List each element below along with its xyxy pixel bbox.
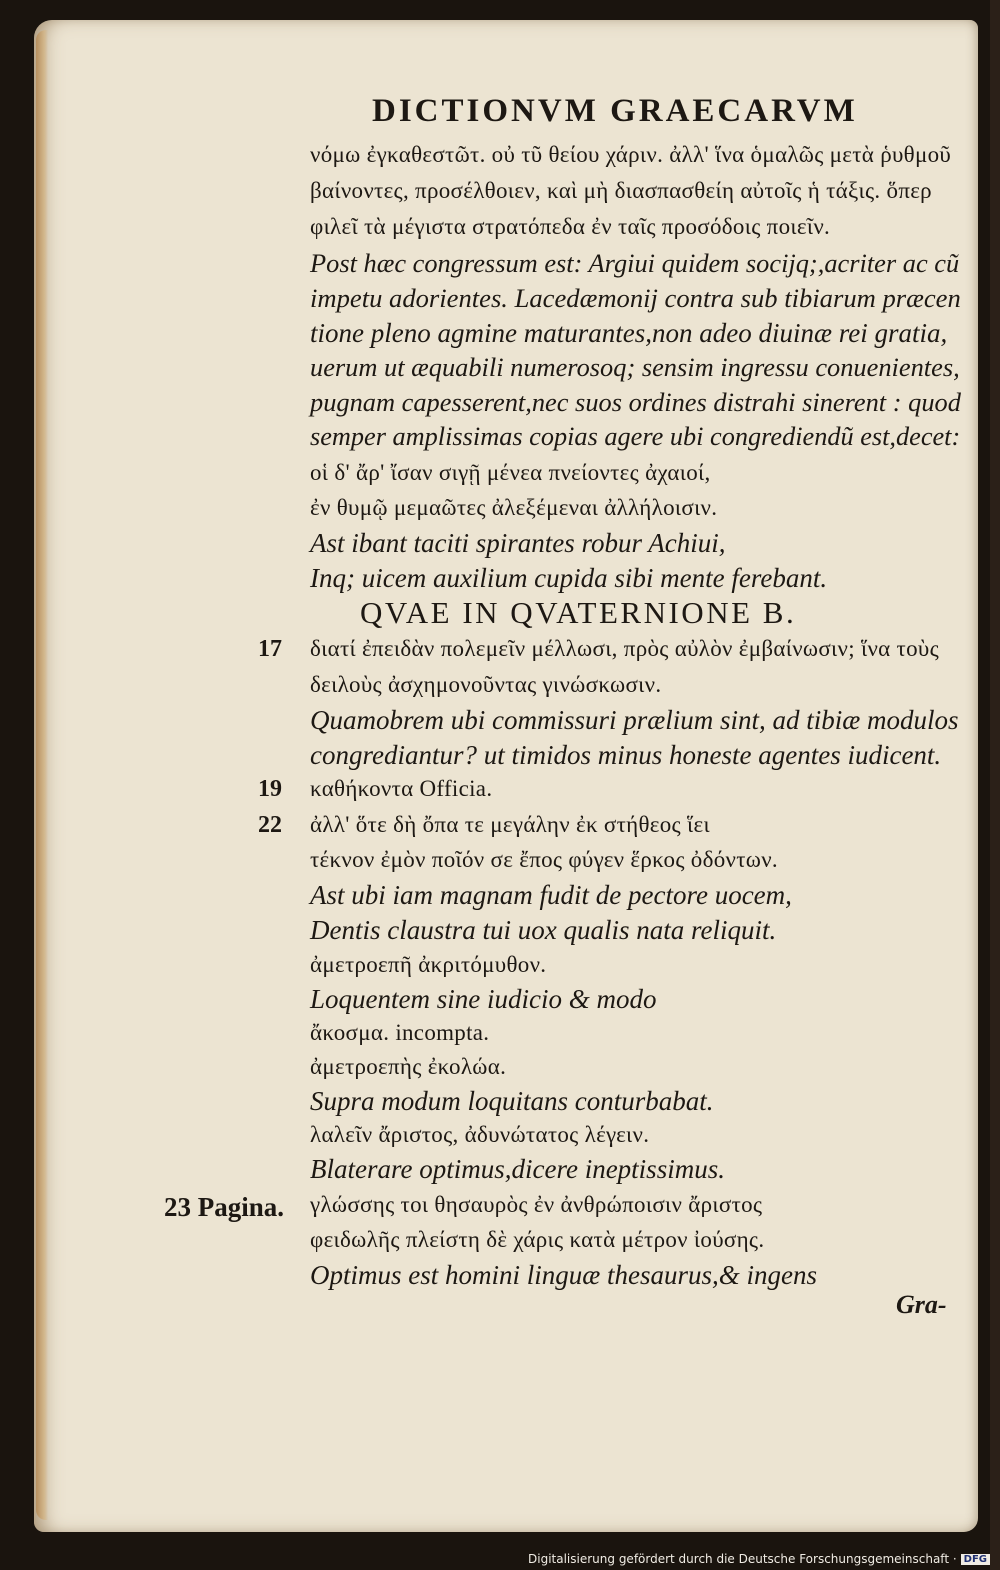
text-line: φιλεῖ τὰ μέγιστα στρατόπεδα ἐν ταῖς προσόδοις ποιεῖν. xyxy=(310,214,831,239)
margin-number: 17 xyxy=(258,636,282,662)
text-line: ἀλλ' ὅτε δὴ ὄπα τε μεγάλην ἐκ στήθεος ἵει xyxy=(310,812,710,837)
text-line: γλώσσης τοι θησαυρὸς ἐν ἀνθρώποισιν ἄριστος xyxy=(310,1192,763,1217)
margin-number: 19 xyxy=(258,776,282,802)
text-line: ἄκοσμα. incompta. xyxy=(310,1020,490,1045)
text-line: βαίνοντες, προσέλθοιεν, καὶ μὴ διασπασθείη αὐτοῖς ἡ τάξις. ὅπερ xyxy=(310,178,932,203)
book-page xyxy=(34,20,978,1532)
text-line: semper amplissimas copias agere ubi congrediendũ est,decet: xyxy=(310,422,961,451)
text-line: congrediantur? ut timidos minus honeste agentes iudicent. xyxy=(310,740,942,770)
text-line: pugnam capesserent,nec suos ordines distrahi sinerent : quod xyxy=(310,387,961,417)
text-line: ἀμετροεπῆ ἀκριτόμυθον. xyxy=(310,952,547,977)
text-line: ἀμετροεπὴς ἐκολώα. xyxy=(310,1054,507,1079)
text-line: Ast ibant taciti spirantes robur Achiui, xyxy=(310,528,726,558)
text-line: Ast ubi iam magnam fudit de pectore uocem, xyxy=(310,880,792,910)
text-line: Dentis claustra tui uox qualis nata reliquit. xyxy=(310,915,777,945)
text-line: impetu adorientes. Lacedæmonij contra sub tibiarum præcen xyxy=(310,283,961,313)
text-line: νόμω ἐγκαθεστῶτ. οὐ τῦ θείου χάριν. ἀλλ' ἵνα ὁμαλῶς μετὰ ῥυθμοῦ xyxy=(310,142,952,167)
dfg-logo: DFG xyxy=(961,1554,990,1565)
text-line: QVAE IN QVATERNIONE B. xyxy=(360,595,797,630)
text-line: διατί ἐπειδὰν πολεμεῖν μέλλωσι, πρὸς αὐλὸν ἐμβαίνωσιν; ἵνα τοὺς xyxy=(310,636,939,661)
text-line: ἐν θυμῷ μεμαῶτες ἀλεξέμεναι ἀλλήλοισιν. xyxy=(310,495,718,520)
catchword: Gra- xyxy=(896,1290,947,1319)
text-line: λαλεῖν ἄριστος, ἀδυνώτατος λέγειν. xyxy=(310,1122,650,1147)
running-title: DICTIONVM GRAECARVM xyxy=(372,93,858,129)
text-line: Loquentem sine iudicio & modo xyxy=(310,984,657,1014)
text-line: Optimus est homini linguæ thesaurus,& ingens xyxy=(310,1260,818,1290)
page-edge xyxy=(36,30,48,1520)
text-line: δειλοὺς ἀσχημονοῦντας γινώσκωσιν. xyxy=(310,672,662,697)
text-line: οἱ δ' ἄρ' ἴσαν σιγῇ μένεα πνείοντες ἀχαιοί, xyxy=(310,460,711,485)
margin-number: 23 Pagina. xyxy=(164,1192,285,1222)
text-line: uerum ut æquabili numerosoq; sensim ingressu conuenientes, xyxy=(310,352,960,382)
footer-credit xyxy=(528,1552,990,1566)
binding-gutter xyxy=(990,0,1000,1570)
text-line: Quamobrem ubi commissuri prælium sint, ad tibiæ modulos xyxy=(310,705,959,735)
text-line: Supra modum loquitans conturbabat. xyxy=(310,1086,714,1116)
footer-text: Digitalisierung gefördert durch die Deutsche Forschungsgemeinschaft · xyxy=(528,1552,957,1566)
text-line: tione pleno agmine maturantes,non adeo diuinæ rei gratia, xyxy=(310,318,948,348)
margin-number: 22 xyxy=(258,812,282,838)
text-line: Blaterare optimus,dicere ineptissimus. xyxy=(310,1154,725,1184)
text-line: τέκνον ἐμὸν ποῖόν σε ἔπος φύγεν ἕρκος ὀδόντων. xyxy=(310,847,778,872)
text-line: φειδωλῆς πλείστη δὲ χάρις κατὰ μέτρον ἰούσης. xyxy=(310,1227,765,1252)
text-line: Post hæc congressum est: Argiui quidem socijq;,acriter ac cũ xyxy=(310,248,960,278)
text-line: Inq; uicem auxilium cupida sibi mente ferebant. xyxy=(310,563,828,593)
text-line: καθήκοντα Officia. xyxy=(310,776,493,801)
